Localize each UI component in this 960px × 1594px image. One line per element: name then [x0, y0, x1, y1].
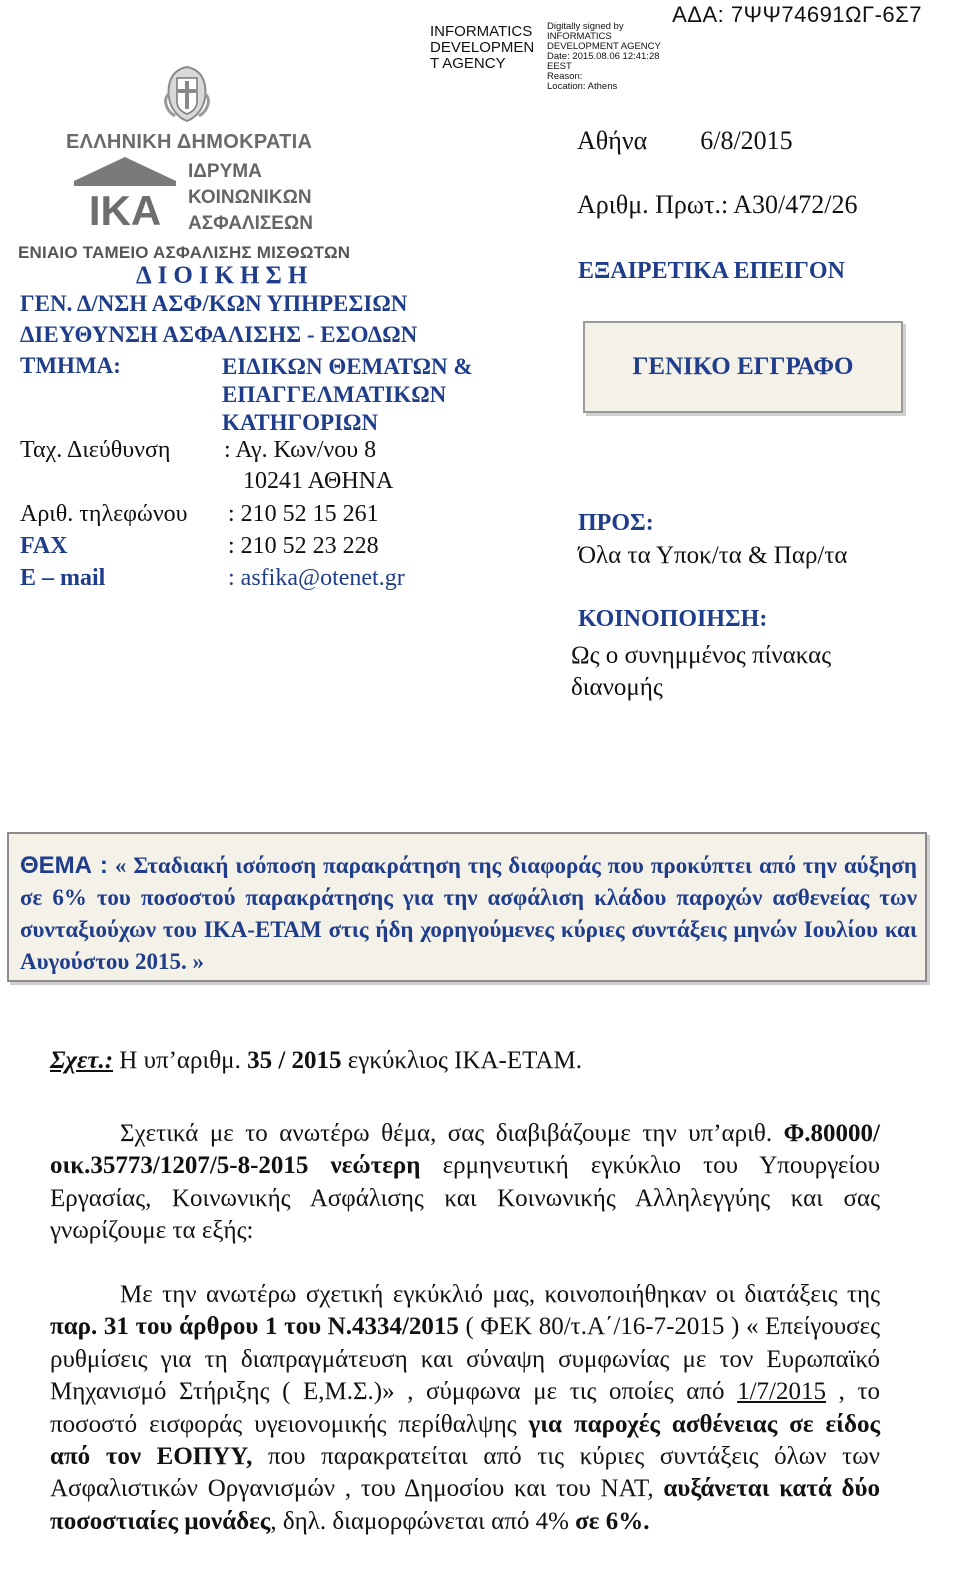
general-directorate: ΓΕΝ. Δ/ΝΣΗ ΑΣΦ/ΚΩΝ ΥΠΗΡΕΣΙΩΝ	[20, 291, 408, 316]
subject-label: ΘΕΜΑ :	[20, 852, 108, 879]
body-paragraph-2	[50, 1279, 880, 1538]
p2-text-a: Με την ανωτέρω σχετική εγκύκλιό μας, κοινοποιήθηκαν οι διατάξεις της	[120, 1281, 880, 1308]
reference-label: Σχετ.:	[50, 1047, 114, 1074]
signature-detail-line: Date: 2015.08.06 12:41:28	[547, 51, 660, 62]
recipients-label: ΠΡΟΣ:	[578, 510, 654, 536]
signature-agency-line: INFORMATICS	[430, 23, 533, 40]
department-line: ΚΑΤΗΓΟΡΙΩΝ	[222, 410, 379, 435]
address-line1: : Αγ. Κων/νου 8	[224, 437, 377, 463]
signature-details	[547, 22, 677, 92]
ada-code: ΑΔΑ: 7ΨΨ74691ΩΓ-6Σ7	[672, 2, 922, 27]
logo-org-line: ΑΣΦΑΛΙΣΕΩΝ	[188, 213, 313, 234]
signature-detail-line: Digitally signed by	[547, 21, 624, 32]
fax-label: FAX	[20, 533, 68, 559]
date-label: Αθήνα	[577, 126, 648, 155]
phone-value: : 210 52 15 261	[228, 501, 379, 527]
department-name	[222, 353, 473, 437]
directorate: ΔΙΕΥΘΥΝΣΗ ΑΣΦΑΛΙΣΗΣ - ΕΣΟΔΩΝ	[20, 322, 418, 347]
date-value: 6/8/2015	[700, 126, 793, 155]
email-value[interactable]: : asfika@otenet.gr	[228, 565, 405, 591]
p2-benefits-phrase: για παροχές ασθένειας σε είδος από τον ΕΟΠΥΥ,	[50, 1410, 881, 1471]
reference-number: 35 / 2015	[247, 1047, 342, 1074]
reference-pre: Η υπ’αριθμ.	[113, 1047, 248, 1074]
p2-text-g: που παρακρατείται από τις κύριες συντάξεις όλων των Ασφαλιστικών Οργανισμών , του Δημοσίου και του ΝΑΤ,	[50, 1443, 880, 1503]
p1-circular-ref: Φ.80000/οικ.35773/1207/5-8-2015 νεώτερη	[50, 1120, 880, 1180]
p2-effective-date: 1/7/2015	[737, 1378, 827, 1406]
department-label: ΤΜΗΜΑ:	[20, 353, 121, 378]
logo-org-line: ΚΟΙΝΩΝΙΚΩΝ	[188, 187, 312, 208]
reference-line	[50, 1047, 582, 1075]
department-line: ΕΙΔΙΚΩΝ ΘΕΜΑΤΩΝ &	[222, 354, 473, 379]
date-line	[577, 126, 793, 156]
document-type-box	[583, 321, 903, 413]
subject-box	[7, 832, 927, 982]
phone-label: Αριθ. τηλεφώνου	[20, 501, 188, 527]
ika-logo-icon	[74, 157, 176, 233]
logo-org-name	[188, 159, 313, 237]
reference-post: εγκύκλιος ΙΚΑ-ΕΤΑΜ.	[341, 1047, 582, 1074]
p2-law-ref: παρ. 31 του άρθρου 1 του Ν.4334/2015	[50, 1313, 459, 1341]
signature-agency-line: DEVELOPMEN	[430, 39, 535, 56]
p2-text-i: , δηλ. διαμορφώνεται από 4%	[270, 1507, 576, 1535]
p1-text-a: Σχετικά με το ανωτέρω θέμα, σας διαβιβάζουμε την υπ’αριθ.	[120, 1120, 784, 1147]
signature-detail-line: DEVELOPMENT AGENCY	[547, 41, 661, 52]
recipients-value: Όλα τα Υποκ/τα & Παρ/τα	[578, 542, 848, 569]
coat-of-arms-icon	[157, 64, 217, 124]
ika-logo-text: ΙΚΑ	[88, 187, 162, 233]
signature-detail-line: Location: Athens	[547, 81, 618, 92]
department-line: ΕΠΑΓΓΕΛΜΑΤΙΚΩΝ	[222, 382, 447, 407]
p2-increase-phrase: αυξάνεται κατά δύο ποσοστιαίες μονάδες	[50, 1475, 880, 1535]
protocol-number: Αριθμ. Πρωτ.: Α30/472/26	[577, 190, 858, 219]
cc-value: Ως ο συνημμένος πίνακας διανομής	[571, 642, 832, 701]
body-paragraph-1	[50, 1118, 880, 1248]
signature-detail-line: INFORMATICS	[547, 31, 612, 42]
email-label: E – mail	[20, 565, 106, 591]
signature-agency	[430, 24, 542, 72]
p1-text-c: ερμηνευτική εγκύκλιο του Υπουργείου Εργασίας, Κοινωνικής Ασφάλισης και Κοινωνικής Αλληλεγγύης και σας γνωρίζουμε τα εξής:	[50, 1152, 881, 1245]
p2-new-rate: σε 6%.	[575, 1507, 650, 1535]
signature-agency-line: T AGENCY	[430, 55, 506, 72]
subject-text: « Σταδιακή ισόποση παρακράτηση της διαφοράς που προκύπτει από την αύξηση σε 6% του ποσοστού παρακράτησης για την ασφάλιση κλάδου παροχών ασθενείας των συνταξιούχων του ΙΚΑ-ΕΤΑΜ στις ήδη χορηγούμενες κύριες συντάξεις μηνών Ιουλίου και Αυγούστου 2015. »	[20, 853, 917, 974]
logo-strapline: ΕΝΙΑΙΟ ΤΑΜΕΙΟ ΑΣΦΑΛΙΣΗΣ ΜΙΣΘΩΤΩΝ	[18, 243, 351, 262]
signature-detail-line: EEST	[547, 61, 572, 72]
p2-text-c: ( ΦΕΚ 80/τ.Α΄/16-7-2015 ) « Επείγουσες ρυθμίσεις για τη διαπραγμάτευση και σύναψη συμφωνίας με τον Ευρωπαϊκό Μηχανισμό Στήριξης ( Ε,Μ.Σ.)» , σύμφωνα με τις οποίες από	[50, 1313, 880, 1406]
address-line2: 10241 ΑΘΗΝΑ	[243, 468, 394, 494]
logo-republic-text: ΕΛΛΗΝΙΚΗ ΔΗΜΟΚΡΑΤΙΑ	[66, 131, 313, 153]
urgency-label: ΕΞΑΙΡΕΤΙΚΑ ΕΠΕΙΓΟΝ	[578, 258, 845, 284]
administration-heading: ΔΙΟΙΚΗΣΗ	[136, 262, 314, 289]
cc-label: ΚΟΙΝΟΠΟΙΗΣΗ:	[578, 606, 768, 632]
address-label: Ταχ. Διεύθυνση	[20, 437, 171, 463]
p2-text-e: , το ποσοστό εισφοράς υγειονομικής περίθαλψης	[50, 1378, 880, 1438]
signature-detail-line: Reason:	[547, 71, 583, 82]
fax-value: : 210 52 23 228	[228, 533, 379, 559]
logo-org-line: ΙΔΡΥΜΑ	[188, 161, 262, 182]
document-type: ΓΕΝΙΚΟ ΕΓΓΡΑΦΟ	[632, 353, 854, 380]
